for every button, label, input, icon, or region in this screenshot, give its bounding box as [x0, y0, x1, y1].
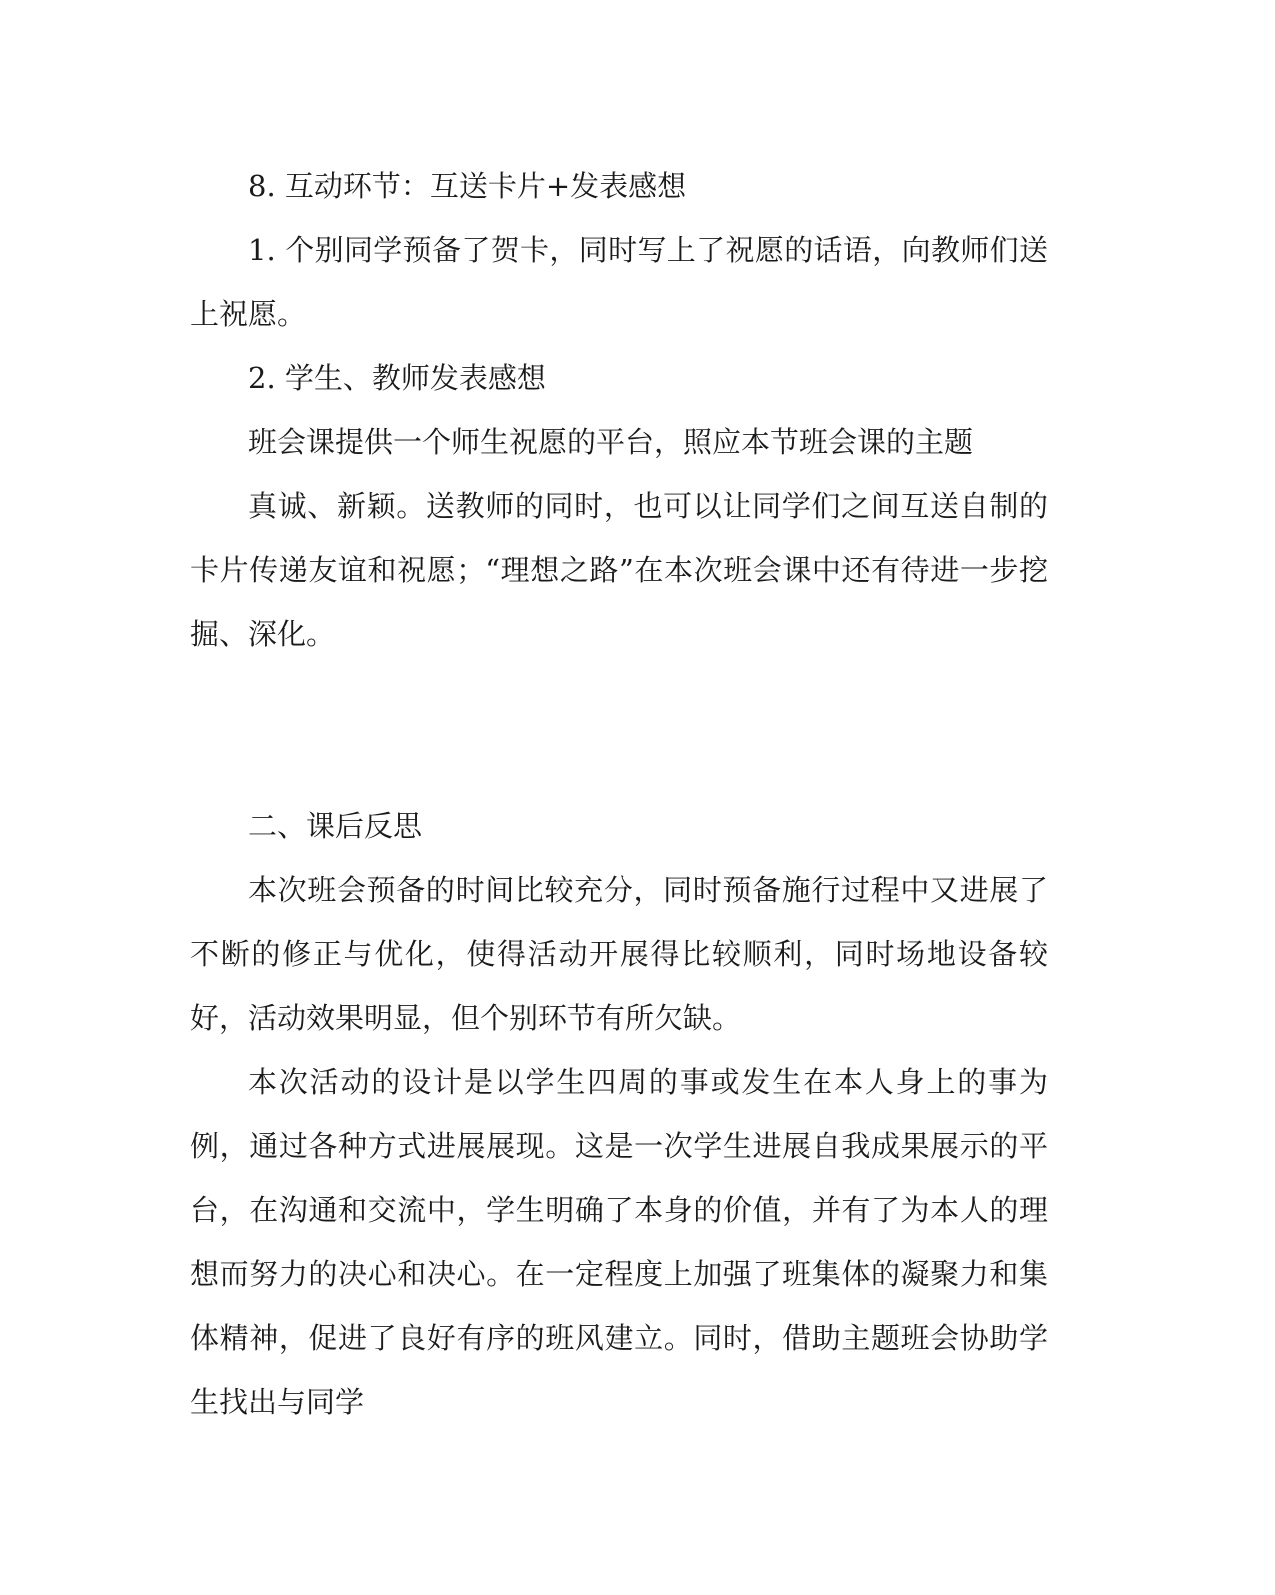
section-heading-reflection: 二、课后反思 [248, 809, 423, 843]
paragraph-activity-design: 本次活动的设计是以学生四周的事或发生在本人身上的事为例，通过各种方式进展展现。这是一次学生进展自我成果展示的平台，在沟通和交流中，学生明确了本身的价值，并有了为本人的理想而努力的决心和决心。在一定程度上加强了班集体的凝聚力和集体精神，促进了良好有序的班风建立。同时，借助主题班会协助学生找出与同学 [190, 1065, 1048, 1419]
paragraph-preparation: 本次班会预备的时间比较充分，同时预备施行过程中又进展了不断的修正与优化，使得活动开展得比较顺利，同时场地设备较好，活动效果明显，但个别环节有所欠缺。 [190, 873, 1048, 1035]
paragraph-interaction-heading: 8. 互动环节：互送卡片+发表感想 [248, 169, 687, 203]
paragraph-platform: 班会课提供一个师生祝愿的平台，照应本节班会课的主题 [248, 425, 974, 459]
paragraph-sincere-novel: 真诚、新颖。送教师的同时，也可以让同学们之间互送自制的卡片传递友谊和祝愿；“理想之路”在本次班会课中还有待进一步挖掘、深化。 [190, 489, 1048, 651]
paragraph-greeting-cards: 1. 个别同学预备了贺卡，同时写上了祝愿的话语，向教师们送上祝愿。 [190, 233, 1048, 331]
paragraph-share-thoughts: 2. 学生、教师发表感想 [248, 361, 546, 395]
